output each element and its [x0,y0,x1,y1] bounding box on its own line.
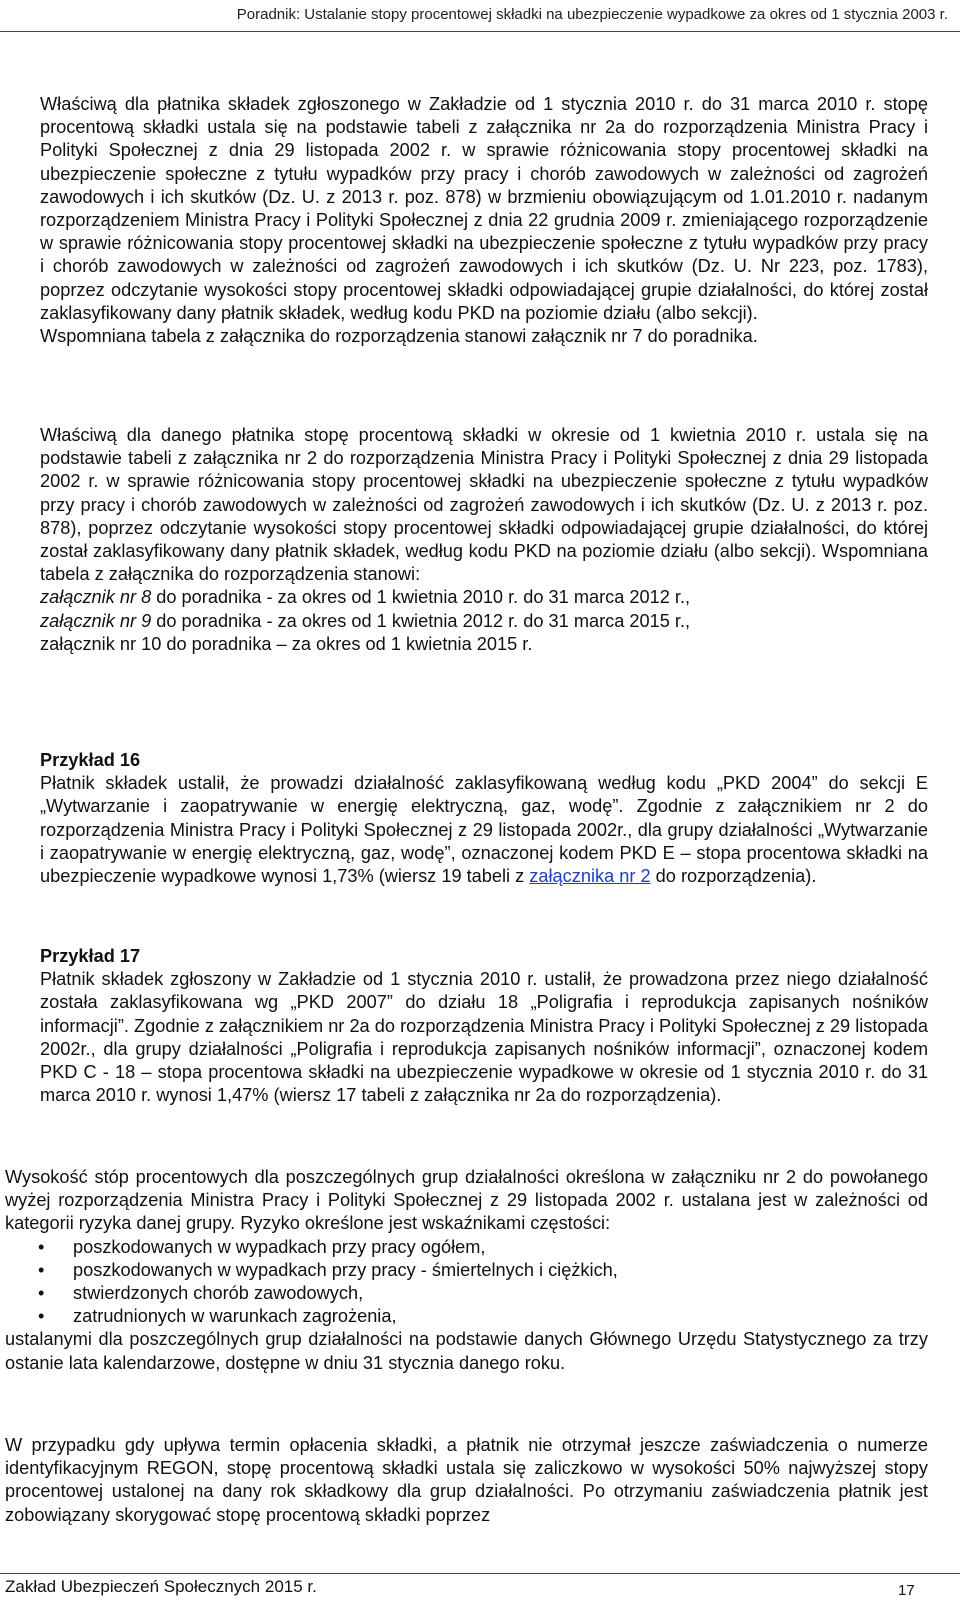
bullet-icon: • [38,1259,45,1280]
paragraph-risk-intro: Wysokość stóp procentowych dla poszczególnych grup działalności określona w załączniku nr 2 do powołanego wyżej rozporządzenia Ministra Pracy i Polityki Społecznej z 29 listopada 2002 r. ustalana jest w zależności od kategorii ryzyka danej grupy. Ryzyko określone jest wskaźnikami częstości: [5,1167,928,1234]
list-item-text: zatrudnionych w warunkach zagrożenia, [73,1306,397,1327]
annex-line-10 [40,633,928,656]
annex-line-text: do poradnika - za okres od 1 kwietnia 2012 r. do 31 marca 2015 r., [151,610,691,631]
page-header [0,0,960,40]
section-rate-from-2010-04 [40,424,928,656]
paragraph-annex7-note: Wspomniana tabela z załącznika do rozporządzenia stanowi załącznik nr 7 do poradnika. [40,326,758,347]
list-item-text: poszkodowanych w wypadkach przy pracy ogółem, [73,1236,486,1257]
risk-indicator-list [5,1236,928,1329]
paragraph-rate-from-2010-04: Właściwą dla danego płatnika stopę procentową składki w okresie od 1 kwietnia 2010 r. ustala się na podstawie tabeli z załącznika nr 2 do rozporządzenia Ministra Pracy i Polityki Społecznej z dnia 29 listopada 2002 r. w sprawie różnicowania stopy procentowej składki na ubezpieczenie społeczne z tytułu wypadków przy pracy i chorób zawodowych w zależności od zagrożeń zawodowych i ich skutków (Dz. U. z 2013 r. poz. 878), poprzez odczytanie wysokości stopy procentowej składki odpowiadającej grupie działalności, do której został zaklasyfikowany dany płatnik składek, według kodu PKD na poziomie działu (albo sekcji). Wspomniana tabela z załącznika do rozporządzenia stanowi: [40,425,928,585]
header-divider [0,31,960,32]
example-17-title: Przykład 17 [40,946,141,966]
annex2-link[interactable]: załącznika nr 2 [529,866,651,887]
paragraph-risk-outro: ustalanymi dla poszczególnych grup działalności na podstawie danych Głównego Urzędu Statystycznego za trzy ostanie lata kalendarzowe, dostępne w dniu 31 stycznia danego roku. [5,1329,928,1373]
list-item [5,1282,928,1305]
annex-line-label: załącznik nr 9 [40,610,152,631]
bullet-icon: • [38,1236,45,1257]
annex-line-label: załącznik nr 8 [40,587,152,608]
annex-line-text: do poradnika - za okres od 1 kwietnia 2010 r. do 31 marca 2012 r., [151,587,691,608]
footer-divider [0,1573,960,1574]
annex-line-text: załącznik nr 10 do poradnika – za okres od 1 kwietnia 2015 r. [40,633,533,654]
bullet-icon: • [38,1306,45,1327]
list-item-text: stwierdzonych chorób zawodowych, [73,1283,364,1304]
paragraph-regon-advance: W przypadku gdy upływa termin opłacenia składki, a płatnik nie otrzymał jeszcze zaświadczenia o numerze identyfikacyjnym REGON, stopę procentową składki ustala się zaliczkowo w wysokości 50% najwyższej stopy procentowej ustalonej na dany rok składkowy dla grup działalności. Po otrzymaniu zaświadczenia płatnik jest zobowiązany skorygować stopę procentową składki poprzez [5,1435,928,1525]
example-16 [40,749,928,888]
list-item-text: poszkodowanych w wypadkach przy pracy - śmiertelnych i ciężkich, [73,1259,618,1280]
example-17 [40,945,928,1107]
section-risk-indicators [5,1166,928,1375]
example-17-text: Płatnik składek zgłoszony w Zakładzie od 1 stycznia 2010 r. ustalił, że prowadzona przez niego działalność została zaklasyfikowana wg „PKD 2007” do działu 18 „Poligrafia i reprodukcja zapisanych nośników informacji”. Zgodnie z załącznikiem nr 2a do rozporządzenia Ministra Pracy i Polityki Społecznej z 29 listopada 2002r., dla grupy działalności „Poligrafia i reprodukcja zapisanych nośników informacji”, oznaczonej kodem PKD C - 18 – stopa procentowa składki na ubezpieczenie wypadkowe w okresie od 1 stycznia 2010 r. do 31 marca 2010 r. wynosi 1,47% (wiersz 17 tabeli z załącznika nr 2a do rozporządzenia). [40,969,928,1106]
example-16-title: Przykład 16 [40,750,141,770]
bullet-icon: • [38,1283,45,1304]
annex-line-8 [40,586,928,609]
list-item [5,1305,928,1328]
header-title: Poradnik: Ustalanie stopy procentowej składki na ubezpieczenie wypadkowe za okres od 1 stycznia 2003 r. [236,6,948,23]
footer-organization: Zakład Ubezpieczeń Społecznych 2015 r. [5,1577,317,1596]
paragraph-rate-2010q1: Właściwą dla płatnika składek zgłoszonego w Zakładzie od 1 stycznia 2010 r. do 31 marca 2010 r. stopę procentową składki ustala się na podstawie tabeli z załącznika nr 2a do rozporządzenia Ministra Pracy i Polityki Społecznej z dnia 29 listopada 2002 r. w sprawie różnicowania stopy procentowej składki na ubezpieczenie społeczne z tytułu wypadków przy pracy i chorób zawodowych w zależności od zagrożeń zawodowych i ich skutków (Dz. U. z 2013 r. poz. 878) w brzmieniu obowiązującym od 1.01.2010 r. nadanym rozporządzeniem Ministra Pracy i Polityki Społecznej z dnia 22 grudnia 2009 r. zmieniającego rozporządzenie w sprawie różnicowania stopy procentowej składki na ubezpieczenie społeczne z tytułu wypadków przy pracy i chorób zawodowych w zależności od zagrożeń zawodowych i ich skutków (Dz. U. Nr 223, poz. 1783), poprzez odczytanie wysokości stopy procentowej składki odpowiadającej grupie działalności, do której został zaklasyfikowany dany płatnik składek, według kodu PKD na poziomie działu (albo sekcji). [40,94,928,323]
example-16-text-end: do rozporządzenia). [650,866,817,887]
section-rate-2010q1 [40,93,928,348]
list-item [5,1236,928,1259]
page-number: 17 [898,1582,915,1599]
list-item [5,1259,928,1282]
section-regon-advance [5,1434,928,1527]
annex-line-9 [40,610,928,633]
example-16-text: Płatnik składek ustalił, że prowadzi działalność zaklasyfikowaną według kodu „PKD 2004” do sekcji E „Wytwarzanie i zaopatrywanie w energię elektryczną, gaz, wodę”. Zgodnie z załącznikiem nr 2 do rozporządzenia Ministra Pracy i Polityki Społecznej z 29 listopada 2002r., dla grupy działalności „Wytwarzanie i zaopatrywanie w energię elektryczną, gaz, wodę”, oznaczonej kodem PKD E – stopa procentowa składki na ubezpieczenie wypadkowe wynosi 1,73% (wiersz 19 tabeli z [40,773,928,887]
